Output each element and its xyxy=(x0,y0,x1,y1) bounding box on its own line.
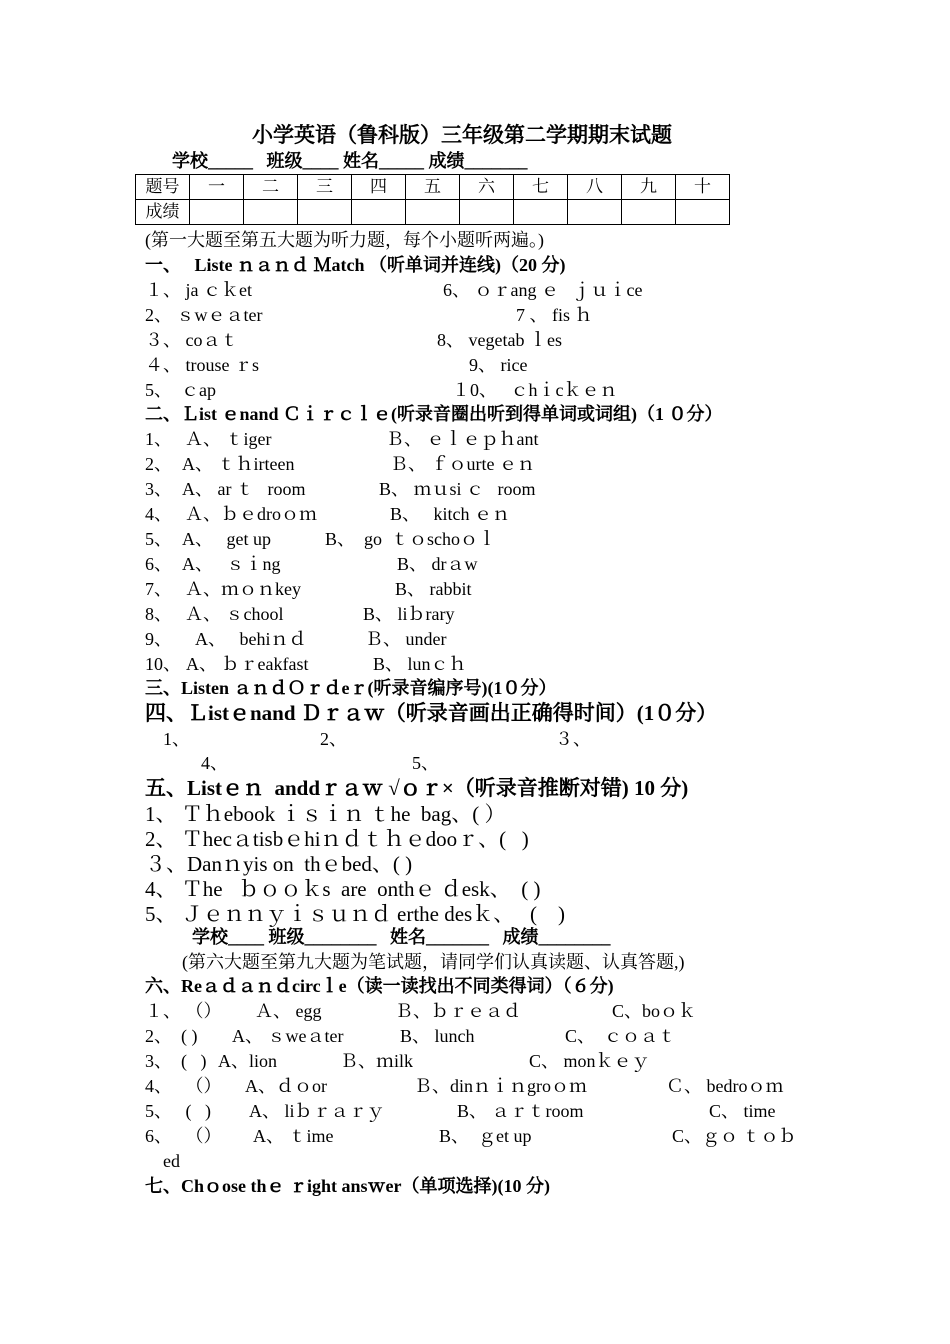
section-6-heading: 六、Reａｄａｎｄcircｌe（读一读找出不同类得词）（６分) xyxy=(145,976,614,996)
score-input-cell[interactable] xyxy=(406,200,460,225)
circle-item-number: 3、 xyxy=(145,479,172,499)
section-2-heading: 二、Ｌist ｅnand Ｃｉｒｃｌｅ(听录音圈出听到得单词或词组)（1 ０分） xyxy=(145,404,723,424)
circle-option-b[interactable]: B、 lunｃｈ xyxy=(373,654,467,674)
circle-item-number: 9、 xyxy=(145,629,172,649)
circle-option-a[interactable]: A、 get up xyxy=(182,529,271,549)
circle-option-b[interactable]: B、 kitch ｅｎ xyxy=(390,504,510,524)
draw-item-number: ３、 xyxy=(555,729,591,749)
written-note: (第六大题至第九大题为笔试题，请同学们认真读题、认真答题,) xyxy=(182,952,685,972)
score-input-cell[interactable] xyxy=(676,200,730,225)
circle-option-b[interactable]: B、 drａw xyxy=(397,554,478,574)
circle-item-number: 1、 xyxy=(145,429,172,449)
match-item-right: 7 、 fis ｈ xyxy=(516,305,593,325)
listening-note: (第一大题至第五大题为听力题，每个小题听两遍。) xyxy=(145,230,544,250)
circle-item-number: 7、 xyxy=(145,579,172,599)
score-table-cell: 七 xyxy=(514,175,568,200)
section-5-heading: 五、Listｅｎ anddｒａｗ √ｏｒ×（听录音推断对错) 10 分) xyxy=(145,776,689,800)
odd-one-out-option-c[interactable]: C、 ｃｏａｔ xyxy=(565,1026,677,1046)
match-item-right: 9、 rice xyxy=(469,355,528,375)
score-table-row-scores xyxy=(136,200,730,225)
section-4-heading: 四、Ｌistｅnand Ｄｒａｗ（听录音画出正确得时间）(1０分） xyxy=(145,701,718,725)
match-item-right: １0、 ｃhｉcｋｅｎ xyxy=(452,380,618,400)
circle-option-b[interactable]: B、 rabbit xyxy=(395,579,472,599)
odd-one-out-option-b[interactable]: Ｂ、ｂｒｅａｄ xyxy=(395,1001,521,1021)
draw-item-number: 5、 xyxy=(412,753,439,773)
odd-one-out-option-c[interactable]: C、 monｋｅｙ xyxy=(529,1051,650,1071)
odd-one-out-option-a[interactable]: A、 ｓweａter xyxy=(232,1026,344,1046)
odd-one-out-number: 4、 （） xyxy=(145,1076,222,1096)
score-input-cell[interactable] xyxy=(622,200,676,225)
odd-one-out-option-b[interactable]: B、 ａｒｔroom xyxy=(457,1101,584,1121)
odd-one-out-number: 5、 ( ) xyxy=(145,1101,211,1121)
draw-item-number: 1、 xyxy=(163,729,190,749)
section-3-heading: 三、Listen ａｎｄＯｒｄeｒ(听录音编序号)(1０分） xyxy=(145,678,557,698)
odd-one-out-option-c[interactable]: C、ｇｏ ｔｏｂ xyxy=(672,1126,797,1146)
circle-option-a[interactable]: A、 ｂｒeakfast xyxy=(186,654,309,674)
circle-option-a[interactable]: Ａ、 ｓchool xyxy=(185,604,284,624)
circle-option-b[interactable]: B、 liｂrary xyxy=(363,604,455,624)
draw-item-number: 2、 xyxy=(320,729,347,749)
section-7-heading: 七、Chｏose thｅ ｒight ansｗer（单项选择)(10 分) xyxy=(145,1176,550,1196)
circle-option-a[interactable]: A、 ｔｈirteen xyxy=(182,454,295,474)
score-table-label: 题号 xyxy=(136,175,190,200)
score-table-cell: 八 xyxy=(568,175,622,200)
odd-one-out-option-b[interactable]: B、 ｇet up xyxy=(439,1126,532,1146)
score-table-row-numbers xyxy=(136,175,730,200)
match-item-left: 5、 ｃap xyxy=(145,380,216,400)
draw-item-number: 4、 xyxy=(201,753,228,773)
judge-item: 4、 Ｔhe ｂｏｏｋs are onthｅ ｄesk、 ( ) xyxy=(145,877,541,901)
score-table-cell: 九 xyxy=(622,175,676,200)
score-table-cell: 五 xyxy=(406,175,460,200)
circle-item-number: 4、 xyxy=(145,504,172,524)
odd-one-out-option-b[interactable]: Ｂ、dinｎｉｎgroｏｍ xyxy=(414,1076,587,1096)
score-table xyxy=(135,174,730,225)
circle-item-number: 6、 xyxy=(145,554,172,574)
circle-item-number: 5、 xyxy=(145,529,172,549)
match-item-left: ４、 trouse ｒs xyxy=(145,355,259,375)
score-table-label: 成绩 xyxy=(136,200,190,225)
circle-option-a[interactable]: A、 ar ｔ room xyxy=(182,479,306,499)
match-item-left: 2、 ｓwｅａter xyxy=(145,305,263,325)
match-item-left: １、 ja ｃｋet xyxy=(145,280,252,300)
score-input-cell[interactable] xyxy=(298,200,352,225)
odd-one-out-option-a[interactable]: A、 liｂｒａｒｙ xyxy=(249,1101,385,1121)
odd-one-out-wrap: ed xyxy=(163,1151,180,1171)
odd-one-out-number: 6、 （） xyxy=(145,1126,222,1146)
circle-option-a[interactable]: Ａ、 ｔiger xyxy=(185,429,272,449)
page-title: 小学英语（鲁科版）三年级第二学期期末试题 xyxy=(252,123,672,147)
match-item-right: 6、 ｏｒang ｅ ｊｕｉce xyxy=(443,280,643,300)
circle-option-a[interactable]: Ａ、ｍｏｎkey xyxy=(185,579,301,599)
match-item-left: ３、 coａｔ xyxy=(145,330,239,350)
circle-option-b[interactable]: Ｂ、 ｆｏurte ｅｎ xyxy=(390,454,535,474)
score-table-cell: 一 xyxy=(190,175,244,200)
section-1-heading: 一、 Liste ｎａｎｄ Ｍatch （听单词并连线)（20 分) xyxy=(145,255,566,275)
odd-one-out-number: 2、 ( ) xyxy=(145,1026,198,1046)
score-table-cell: 二 xyxy=(244,175,298,200)
score-input-cell[interactable] xyxy=(460,200,514,225)
score-input-cell[interactable] xyxy=(568,200,622,225)
score-table-cell: 四 xyxy=(352,175,406,200)
match-item-right: 8、 vegetab ｌes xyxy=(437,330,562,350)
judge-item: 2、 Ｔhecａtisbｅhiｎｄｔｈｅdooｒ、( ) xyxy=(145,827,529,851)
circle-option-a[interactable]: A、 ｓｉng xyxy=(182,554,281,574)
circle-option-b[interactable]: B、 go ｔｏschoｏｌ xyxy=(325,529,496,549)
circle-option-b[interactable]: Ｂ、 ｅｌｅｐｈant xyxy=(386,429,539,449)
odd-one-out-option-c[interactable]: C、 time xyxy=(709,1101,776,1121)
circle-option-a[interactable]: Ａ、ｂｅdroｏｍ xyxy=(185,504,317,524)
circle-item-number: 10、 xyxy=(145,654,181,674)
judge-item: ３、Danｎyis on thｅbed、( ) xyxy=(145,852,413,876)
judge-item: 5、 Ｊｅｎｎｙｉｓｕｎｄ erthe desｋ、 ( ) xyxy=(145,902,565,926)
score-input-cell[interactable] xyxy=(352,200,406,225)
circle-item-number: 8、 xyxy=(145,604,172,624)
score-table-cell: 六 xyxy=(460,175,514,200)
odd-one-out-number: 3、 ( ) xyxy=(145,1051,207,1071)
circle-option-a[interactable]: A、 behiｎｄ xyxy=(195,629,307,649)
odd-one-out-option-a[interactable]: A、ｄｏor xyxy=(245,1076,327,1096)
score-table-cell: 十 xyxy=(676,175,730,200)
score-table-cell: 三 xyxy=(298,175,352,200)
student-info-header-2: 学校____ 班级________ 姓名_______ 成绩________ xyxy=(192,927,611,947)
odd-one-out-option-a[interactable]: A、 ｔime xyxy=(253,1126,334,1146)
odd-one-out-option-b[interactable]: Ｂ、ｍilk xyxy=(340,1051,414,1071)
circle-option-b[interactable]: Ｂ、 under xyxy=(365,629,447,649)
score-input-cell[interactable] xyxy=(244,200,298,225)
score-input-cell[interactable] xyxy=(514,200,568,225)
judge-item: 1、 Ｔｈebook ｉｓｉｎ ｔhe bag、( ） xyxy=(145,802,506,826)
odd-one-out-option-b[interactable]: B、 lunch xyxy=(400,1026,475,1046)
odd-one-out-option-c[interactable]: C、boｏｋ xyxy=(612,1001,697,1021)
score-input-cell[interactable] xyxy=(190,200,244,225)
student-info-header: 学校_____ 班级____ 姓名_____ 成绩_______ xyxy=(172,151,528,171)
circle-option-b[interactable]: B、 ｍｕsi ｃ room xyxy=(379,479,536,499)
odd-one-out-option-a[interactable]: A、lion xyxy=(218,1051,278,1071)
odd-one-out-option-c[interactable]: Ｃ、 bedroｏｍ xyxy=(666,1076,784,1096)
odd-one-out-option-a[interactable]: Ａ、 egg xyxy=(255,1001,322,1021)
odd-one-out-number: １、 （） xyxy=(145,1001,222,1021)
circle-item-number: 2、 xyxy=(145,454,172,474)
